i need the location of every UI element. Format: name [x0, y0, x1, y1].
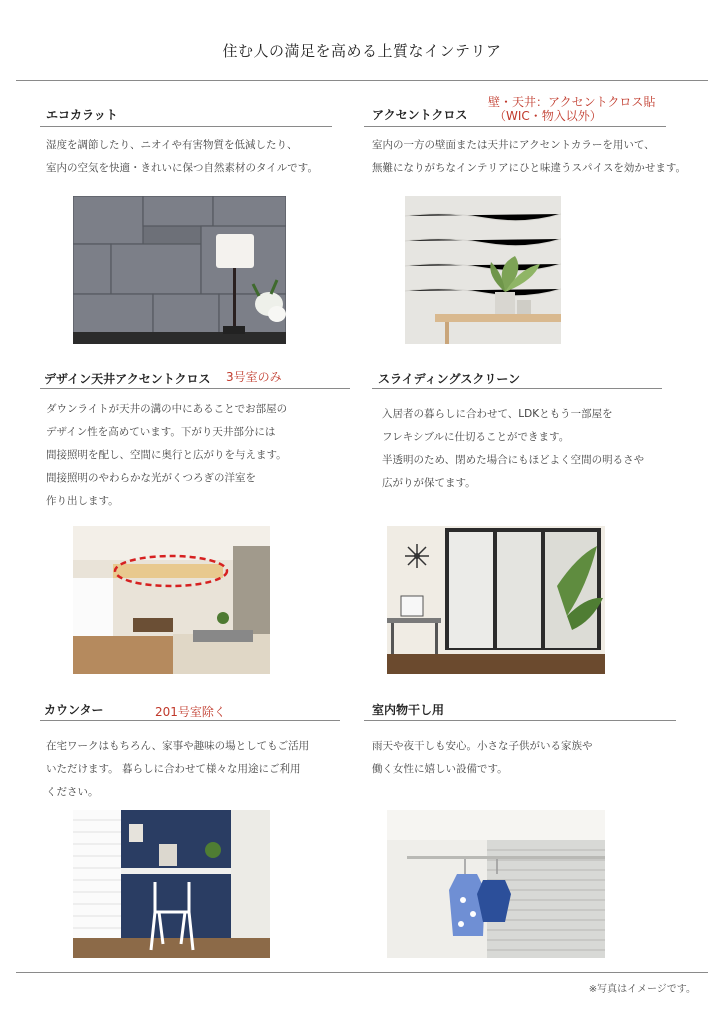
text-line: ダウンライトが天井の溝の中にあることでお部屋の: [46, 403, 288, 415]
page-title: 住む人の満足を高める上質なインテリア: [222, 42, 502, 60]
section-title-sliding: スライディングスクリーン: [378, 372, 521, 386]
section-rule-accent: [364, 126, 666, 127]
text-line: 室内の空気を快適・きれいに保つ自然素材のタイルです。: [46, 162, 318, 174]
photo-accent-cloth-wall: [405, 196, 561, 344]
section-rule-drying: [364, 720, 676, 721]
section-title-counter: カウンター: [44, 703, 104, 717]
section-title-eco: エコカラット: [46, 108, 118, 122]
photo-design-ceiling: [73, 526, 270, 674]
text-line: 在宅ワークはもちろん、家事や趣味の場としてもご活用: [46, 740, 310, 752]
text-line: 働く女性に嬉しい設備です。: [372, 763, 508, 775]
text-line: ください。: [46, 786, 99, 798]
section-rule-sliding: [372, 388, 662, 389]
photo-ecocarat-tiles: [73, 196, 286, 344]
title-divider: [16, 80, 708, 81]
section-rule-eco: [40, 126, 332, 127]
section-text-sliding: [382, 403, 644, 495]
section-text-design: [46, 398, 287, 513]
text-line: デザイン性を高めています。下がり天井部分には: [46, 426, 276, 438]
text-line: フレキシブルに仕切ることができます。: [382, 431, 570, 443]
section-title-accent: アクセントクロス: [372, 108, 468, 122]
section-note-design: 3号室のみ: [226, 370, 282, 384]
section-note-counter: 201号室除く: [155, 705, 226, 719]
section-text-drying: [372, 735, 593, 781]
text-line: 作り出します。: [46, 495, 119, 507]
note-line: （WIC・物入以外）: [494, 109, 602, 123]
section-text-counter: [46, 735, 309, 804]
text-line: 半透明のため、閉めた場合にもほどよく空間の明るさや: [382, 454, 645, 466]
section-rule-design: [40, 388, 350, 389]
section-rule-counter: [40, 720, 340, 721]
footer-divider: [16, 972, 708, 973]
section-text-accent: [372, 134, 686, 180]
text-line: 入居者の暮らしに合わせて、LDKともう一部屋を: [382, 408, 613, 420]
section-title-design: デザイン天井アクセントクロス: [44, 372, 211, 386]
text-line: 雨天や夜干しも安心。小さな子供がいる家族や: [372, 740, 593, 752]
text-line: 間接照明のやわらかな光がくつろぎの洋室を: [46, 472, 256, 484]
section-title-drying: 室内物干し用: [372, 703, 445, 717]
text-line: いただけます。 暮らしに合わせて様々な用途にご利用: [46, 763, 301, 775]
text-line: 間接照明を配し、空間に奥行と広がりを与えます。: [46, 449, 287, 461]
footer-note: ※写真はイメージです。: [588, 984, 696, 995]
photo-counter-desk: [73, 810, 270, 958]
text-line: 広がりが保てます。: [382, 477, 476, 489]
photo-sliding-screen: [387, 526, 605, 674]
note-line: 壁・天井：アクセントクロス貼: [488, 95, 656, 109]
text-line: 室内の一方の壁面または天井にアクセントカラーを用いて、: [372, 139, 655, 151]
section-note-accent: [488, 95, 655, 123]
section-text-eco: [46, 134, 318, 180]
text-line: 湿度を調節したり、ニオイや有害物質を低減したり、: [46, 139, 298, 151]
photo-indoor-drying: [387, 810, 605, 958]
text-line: 無難になりがちなインテリアにひと味違うスパイスを効かせます。: [372, 162, 687, 174]
